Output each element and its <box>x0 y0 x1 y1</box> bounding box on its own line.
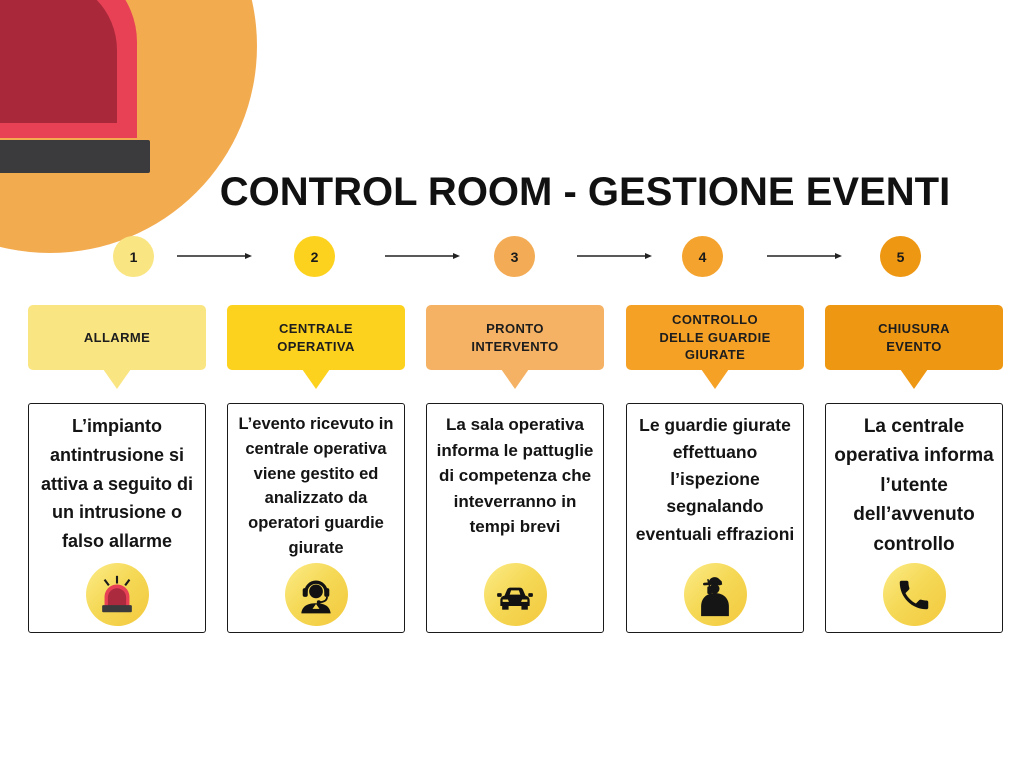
bubble-tail <box>103 369 131 389</box>
step-card <box>825 403 1003 633</box>
step-header <box>626 305 804 370</box>
step-description: Le guardie giurate effettuano l’ispezione segnalando eventuali effrazioni <box>635 415 795 544</box>
step-description: La sala operativa informa le pattuglie di competenza che inteverranno in tempi brevi <box>436 415 594 536</box>
step-card <box>28 403 206 633</box>
step-number-1: 1 <box>113 236 154 277</box>
bubble-tail <box>701 369 729 389</box>
step-header-label: CENTRALE OPERATIVA <box>277 320 355 354</box>
step-header <box>28 305 206 370</box>
step-header-label: PRONTO INTERVENTO <box>471 320 559 354</box>
bubble-tail <box>900 369 928 389</box>
step-card <box>227 403 405 633</box>
step-number-4: 4 <box>682 236 723 277</box>
step-header-label: ALLARME <box>83 329 151 345</box>
siren-icon <box>86 563 149 626</box>
security-guard-icon <box>684 563 747 626</box>
step-card <box>626 403 804 633</box>
step-number-3: 3 <box>494 236 535 277</box>
step-column-pronto-intervento <box>426 305 604 637</box>
step-column-allarme <box>28 305 206 637</box>
bubble-tail <box>302 369 330 389</box>
step-header-label: CHIUSURA EVENTO <box>878 320 950 354</box>
step-description: L’evento ricevuto in centrale operativa viene gestito ed analizzato da operatori guardie giurate <box>238 415 394 557</box>
bubble-tail <box>501 369 529 389</box>
step-column-chiusura-evento <box>825 305 1003 637</box>
patrol-car-icon <box>484 563 547 626</box>
step-header <box>426 305 604 370</box>
step-column-centrale-operativa <box>227 305 405 637</box>
step-column-controllo-guardie <box>626 305 804 637</box>
page-title: CONTROL ROOM - GESTIONE EVENTI <box>219 170 951 214</box>
siren-decoration-base <box>0 140 150 173</box>
phone-icon <box>883 563 946 626</box>
step-header <box>227 305 405 370</box>
step-header <box>825 305 1003 370</box>
arrow-right-icon <box>577 251 652 261</box>
step-number-2: 2 <box>294 236 335 277</box>
arrow-right-icon <box>385 251 460 261</box>
step-description: La centrale operativa informa l’utente dell’avvenuto controllo <box>834 416 994 555</box>
operator-headset-icon <box>285 563 348 626</box>
arrow-right-icon <box>177 251 252 261</box>
step-header-label: CONTROLLO DELLE GUARDIE GIURATE <box>659 312 771 363</box>
step-description: L’impianto antintrusione si attiva a seguito di un intrusione o falso allarme <box>40 416 194 552</box>
siren-decoration-inner <box>0 0 117 123</box>
step-number-5: 5 <box>880 236 921 277</box>
arrow-right-icon <box>767 251 842 261</box>
step-card <box>426 403 604 633</box>
